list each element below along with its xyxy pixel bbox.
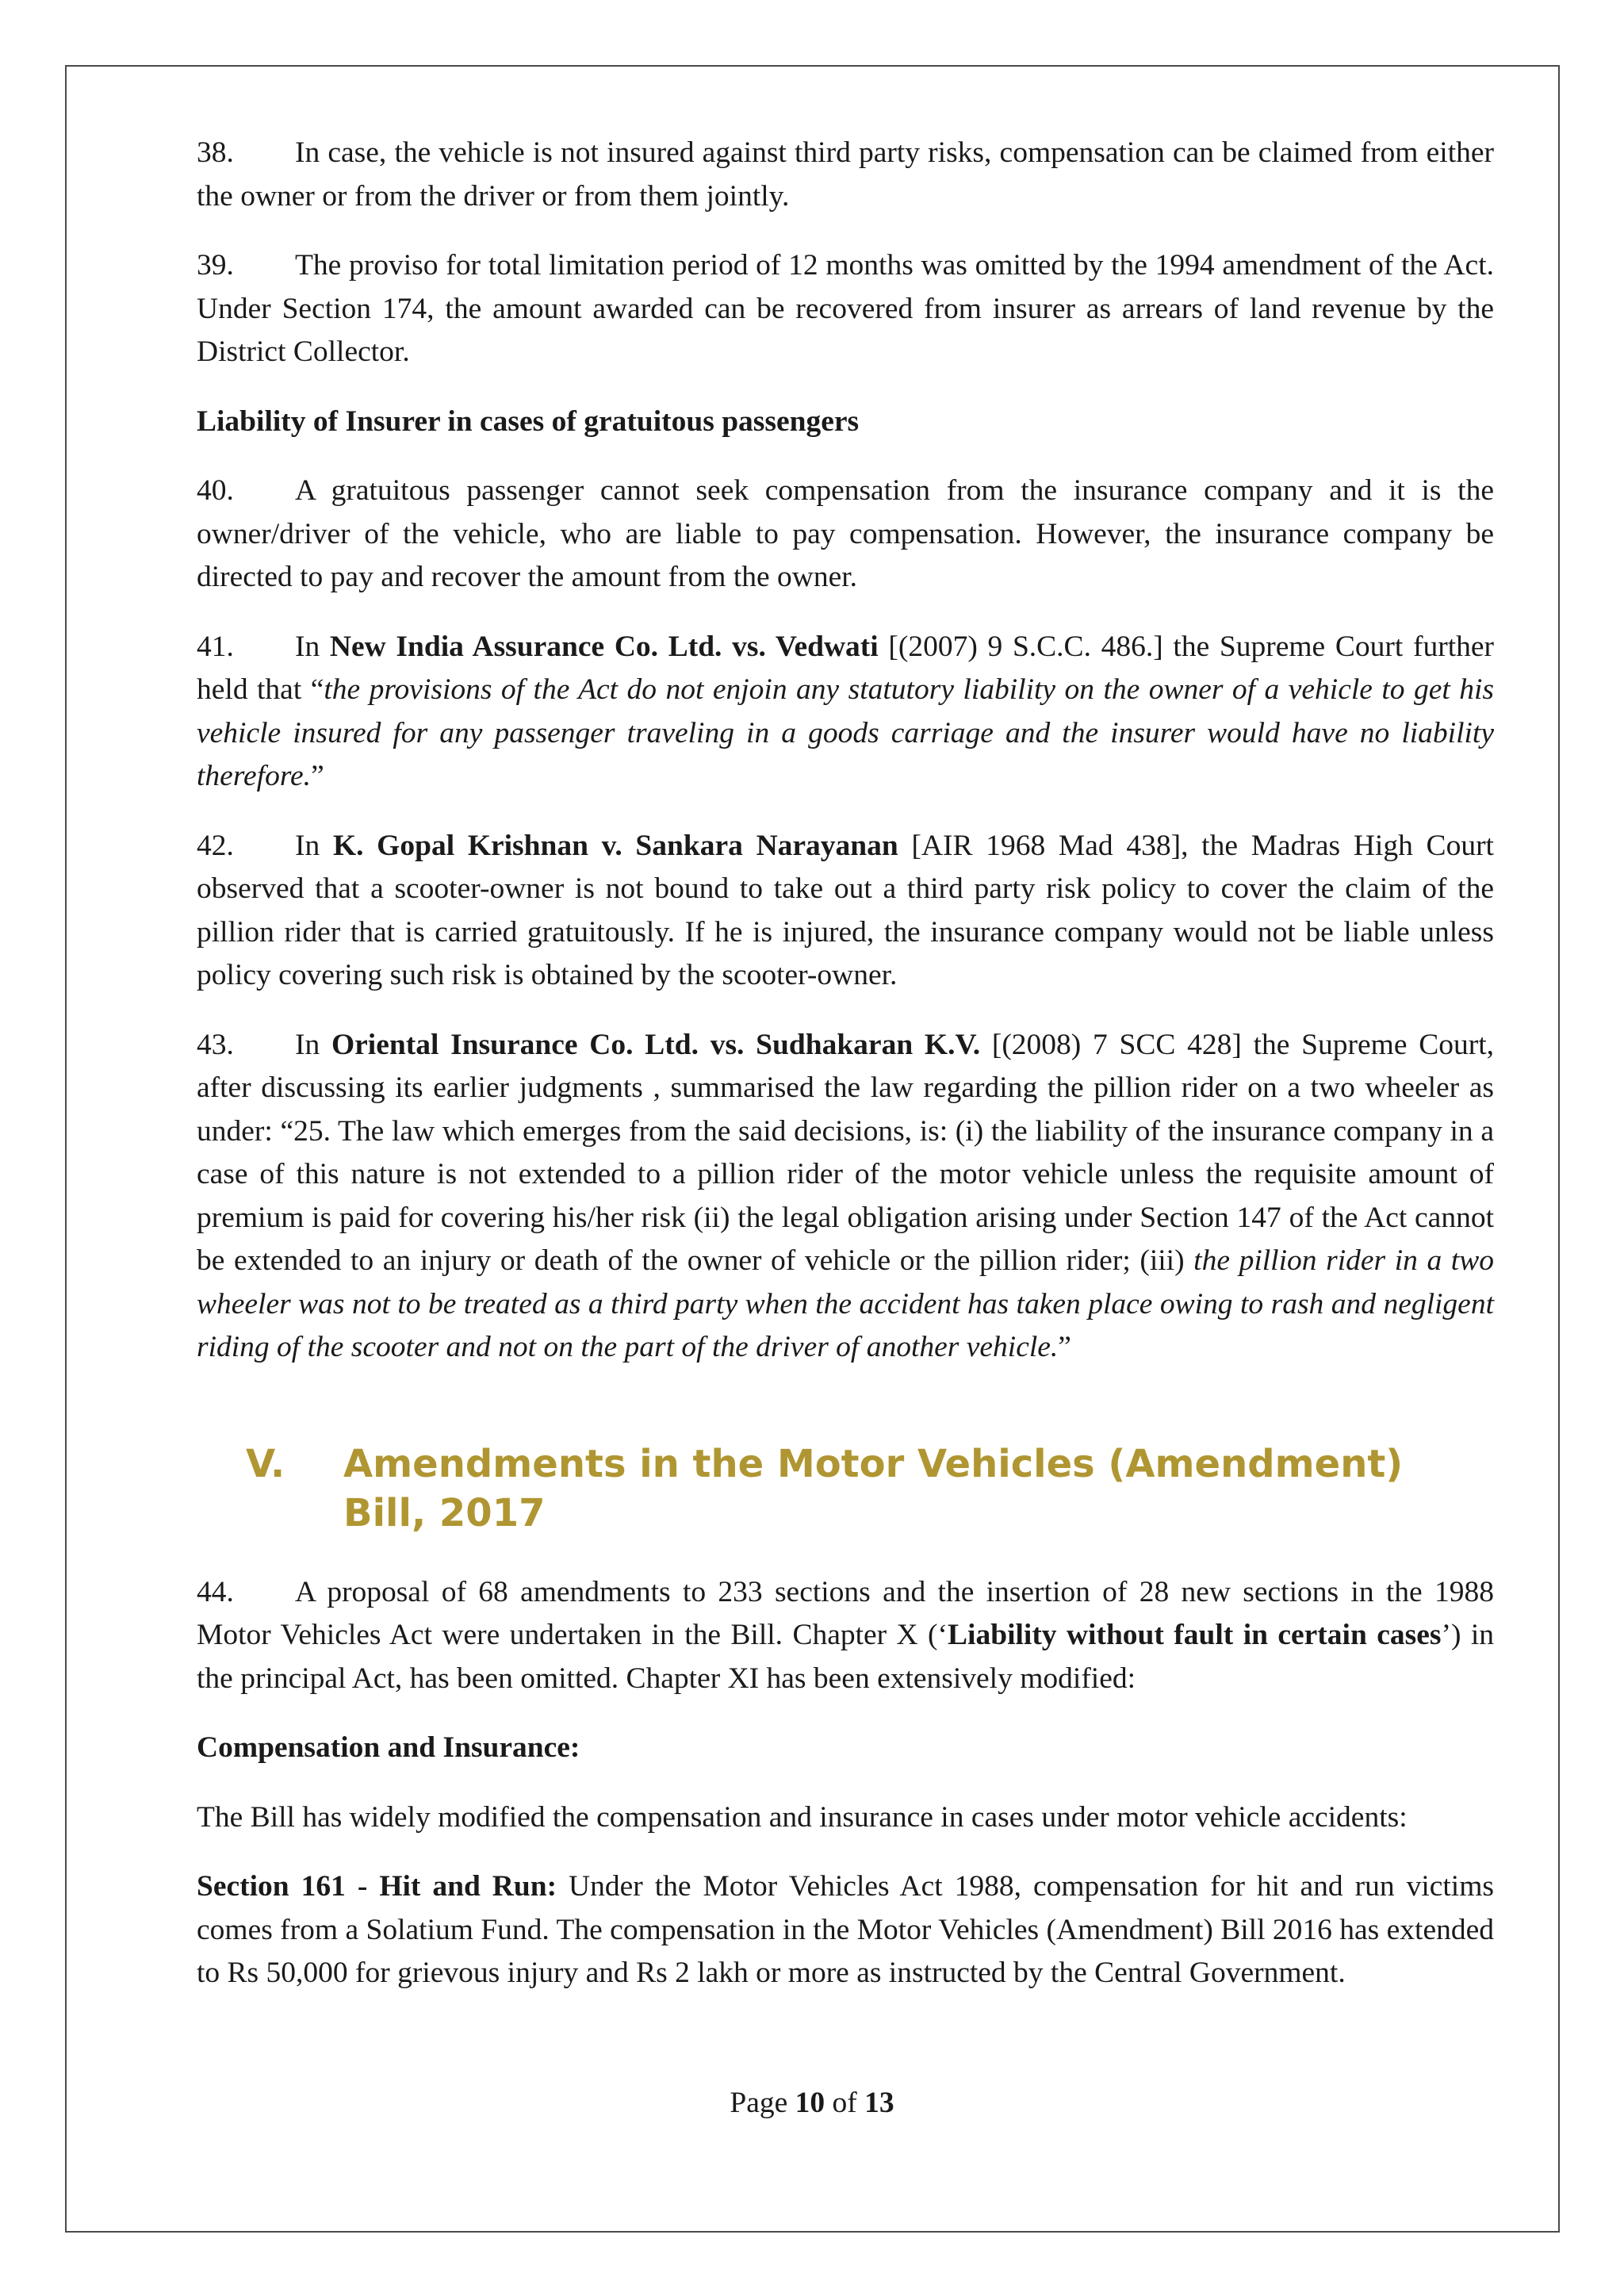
paragraph-number: 42. xyxy=(197,829,234,862)
paragraph-text: A gratuitous passenger cannot seek compensation from the insurance company and it is the owner/driver of the vehicle, who are liable to pay compensation. However, the insurance company be directed to pay and recover the amount from the owner. xyxy=(197,474,1494,593)
paragraph-text-mid: [(2007) 9 S.C.C. 486.] the Supreme Court further held that “ xyxy=(197,630,1494,706)
paragraph-38 xyxy=(197,132,1494,218)
section-161-label: Section 161 - Hit and Run: xyxy=(197,1870,557,1903)
paragraph-number: 41. xyxy=(197,630,234,663)
case-name: K. Gopal Krishnan v. Sankara Narayanan xyxy=(332,829,898,862)
paragraph-text-pre: In xyxy=(295,630,330,663)
paragraph-text-pre: In xyxy=(295,829,333,862)
document-body xyxy=(197,132,1494,2022)
paragraph-text-post: ” xyxy=(311,760,324,792)
paragraph-number: 43. xyxy=(197,1028,234,1061)
subheading-gratuitous-passengers: Liability of Insurer in cases of gratuitous passengers xyxy=(197,404,860,438)
case-name: Oriental Insurance Co. Ltd. vs. Sudhakaran K.V. xyxy=(331,1028,981,1061)
paragraph-number: 39. xyxy=(197,249,234,282)
paragraph-text: The proviso for total limitation period of 12 months was omitted by the 1994 amendment of the Act. Under Section 174, the amount awarded can be recovered from insurer as arrears of land revenue by the District Collector. xyxy=(197,249,1494,368)
paragraph-text-mid: [(2008) 7 SCC 428] the Supreme Court, after discussing its earlier judgments , summarised the law regarding the pillion rider on a two wheeler as under: “25. The law which emerges from the said decisions, is: (i) the liability of the insurance company in a case of this nature is not extended to a pillion rider of the motor vehicle unless the requisite amount of premium is paid for covering his/her risk (ii) the legal obligation arising under Section 147 of the Act cannot be extended to an injury or death of the owner of vehicle or the pillion rider; (iii) xyxy=(197,1028,1494,1277)
footer-of: of xyxy=(825,2087,865,2119)
quoted-text: the pillion rider in a two wheeler was not to be treated as a third party when the accident has taken place owing to rash and negligent riding of the scooter and not on the part of the driver of another vehicle. xyxy=(197,1244,1494,1363)
paragraph-text-post: [AIR 1968 Mad 438], the Madras High Court observed that a scooter-owner is not bound to take out a third party risk policy to cover the claim of the pillion rider that is carried gratuitously. If he is injured, the insurance company would not be liable unless policy covering such risk is obtained by the scooter-owner. xyxy=(197,829,1494,991)
section-161-paragraph xyxy=(197,1865,1494,1995)
paragraph-text-post: ’) in the principal Act, has been omitted. Chapter XI has been extensively modified: xyxy=(197,1619,1494,1695)
section-heading xyxy=(246,1439,1494,1538)
paragraph-text: In case, the vehicle is not insured against third party risks, compensation can be claimed from either the owner or from the driver or from them jointly. xyxy=(197,136,1494,213)
paragraph-number: 38. xyxy=(197,136,234,169)
case-name: New India Assurance Co. Ltd. vs. Vedwati xyxy=(329,630,879,663)
subheading-compensation-insurance: Compensation and Insurance: xyxy=(197,1731,580,1764)
quoted-text: the provisions of the Act do not enjoin any statutory liability on the owner of a vehicle to get his vehicle insured for any passenger traveling in a goods carriage and the insurer would have no liability therefore. xyxy=(197,673,1494,792)
paragraph-number: 44. xyxy=(197,1575,234,1608)
chapter-title: Liability without fault in certain cases xyxy=(948,1619,1442,1651)
paragraph-43 xyxy=(197,1024,1494,1370)
paragraph-44 xyxy=(197,1571,1494,1701)
paragraph-42 xyxy=(197,825,1494,998)
current-page-number: 10 xyxy=(795,2087,825,2119)
section-161-text: Under the Motor Vehicles Act 1988, compensation for hit and run victims comes from a Solatium Fund. The compensation in the Motor Vehicles (Amendment) Bill 2016 has extended to Rs 50,000 for grievous injury and Rs 2 lakh or more as instructed by the Central Government. xyxy=(197,1870,1494,1989)
intro-paragraph: The Bill has widely modified the compensation and insurance in cases under motor vehicle accidents: xyxy=(197,1800,1408,1834)
total-page-count: 13 xyxy=(864,2087,894,2119)
paragraph-40 xyxy=(197,470,1494,600)
paragraph-number: 40. xyxy=(197,474,234,507)
paragraph-text-post: ” xyxy=(1058,1331,1071,1363)
page-footer xyxy=(0,2086,1624,2120)
paragraph-text-pre: A proposal of 68 amendments to 233 sections and the insertion of 28 new sections in the 1988 Motor Vehicles Act were undertaken in the Bill. Chapter X (‘ xyxy=(197,1575,1494,1651)
section-title: Amendments in the Motor Vehicles (Amendment) Bill, 2017 xyxy=(343,1441,1404,1535)
footer-prefix: Page xyxy=(730,2087,795,2119)
paragraph-39 xyxy=(197,244,1494,374)
paragraph-text-pre: In xyxy=(295,1028,331,1061)
section-number: V. xyxy=(246,1441,285,1486)
paragraph-41 xyxy=(197,626,1494,799)
